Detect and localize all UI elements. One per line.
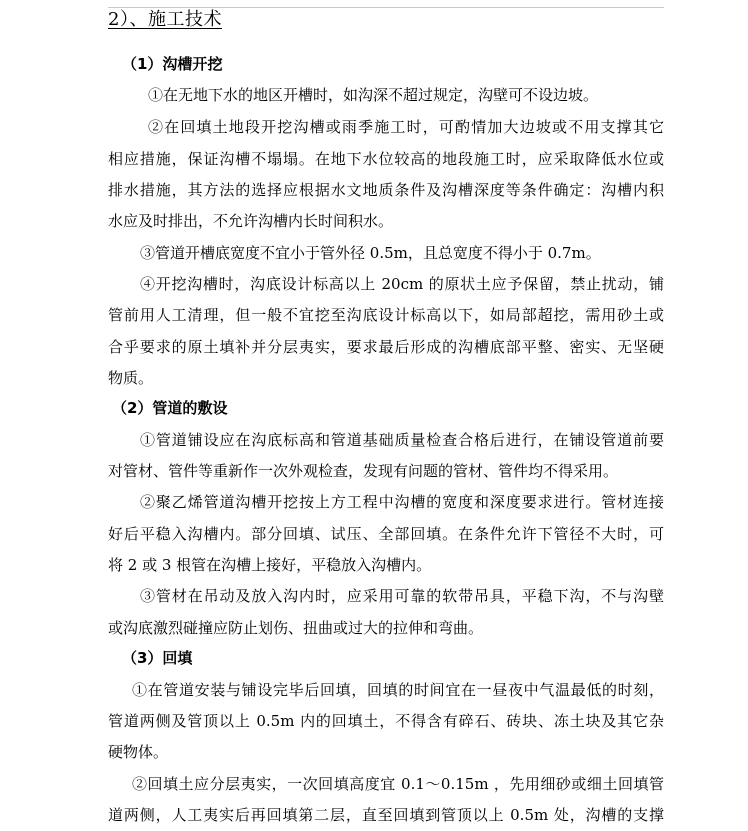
text-line: ②在回填土地段开挖沟槽或雨季施工时，可酌情加大边坡或不用支撑其它 <box>148 118 664 136</box>
text-line: ①在无地下水的地区开槽时，如沟深不超过规定，沟壁可不设边坡。 <box>148 86 599 104</box>
text-line: 合乎要求的原土填补并分层夷实，要求最后形成的沟槽底部平整、密实、无坚硬 <box>108 338 664 356</box>
text-line: ④开挖沟槽时，沟底设计标高以上 20cm 的原状土应予保留，禁止扰动，铺 <box>140 275 664 293</box>
text-line: ③管道开槽底宽度不宜小于管外径 0.5m，且总宽度不得小于 0.7m。 <box>140 244 601 262</box>
text-line: 硬物体。 <box>108 743 169 761</box>
text-line: 相应措施，保证沟槽不塌塌。在地下水位较高的地段施工时，应采取降低水位或 <box>108 150 664 168</box>
page-heading: 2）、施工技术 <box>108 9 222 30</box>
section-title: （1）沟槽开挖 <box>122 55 223 73</box>
text-line: 物质。 <box>108 369 154 387</box>
text-line: ①在管道安装与铺设完毕后回填，回填的时间宜在一昼夜中气温最低的时刻， <box>132 681 664 699</box>
text-line: 对管材、管件等重新作一次外观检查，发现有问题的管材、管件均不得采用。 <box>108 462 619 480</box>
text-line: ②聚乙烯管道沟槽开挖按上方工程中沟槽的宽度和深度要求进行。管材连接 <box>140 493 664 511</box>
section-title: （3）回填 <box>122 649 193 667</box>
text-line: 或沟底激烈碰撞应防止划伤、扭曲或过大的拉伸和弯曲。 <box>108 619 484 637</box>
text-line: 好后平稳入沟槽内。部分回填、试压、全部回填。在条件允许下管径不大时，可 <box>108 525 664 543</box>
text-line: 道两侧，人工夷实后再回填第二层，直至回填到管顶以上 0.5m 处，沟槽的支撑 <box>108 806 664 824</box>
text-line: ①管道铺设应在沟底标高和管道基础质量检查合格后进行，在铺设管道前要 <box>140 431 664 449</box>
text-line: 水应及时排出，不允许沟槽内长时间积水。 <box>108 212 394 230</box>
text-line: 将 2 或 3 根管在沟槽上接好，平稳放入沟槽内。 <box>108 556 432 574</box>
text-line: 管前用人工清理，但一般不宜挖至沟底设计标高以下，如局部超挖，需用砂土或 <box>108 306 664 324</box>
text-line: ②回填土应分层夷实，一次回填高度宜 0.1～0.15m ，先用细砂或细土回填管 <box>132 775 664 793</box>
text-line: 排水措施，其方法的选择应根据水文地质条件及沟槽深度等条件确定：沟槽内积 <box>108 181 664 199</box>
text-line: ③管材在吊动及放入沟内时，应采用可靠的软带吊具，平稳下沟，不与沟壁 <box>140 587 664 605</box>
text-line: 管道两侧及管顶以上 0.5m 内的回填土，不得含有碎石、砖块、冻土块及其它杂 <box>108 712 664 730</box>
section-title: （2）管道的敷设 <box>112 399 228 417</box>
